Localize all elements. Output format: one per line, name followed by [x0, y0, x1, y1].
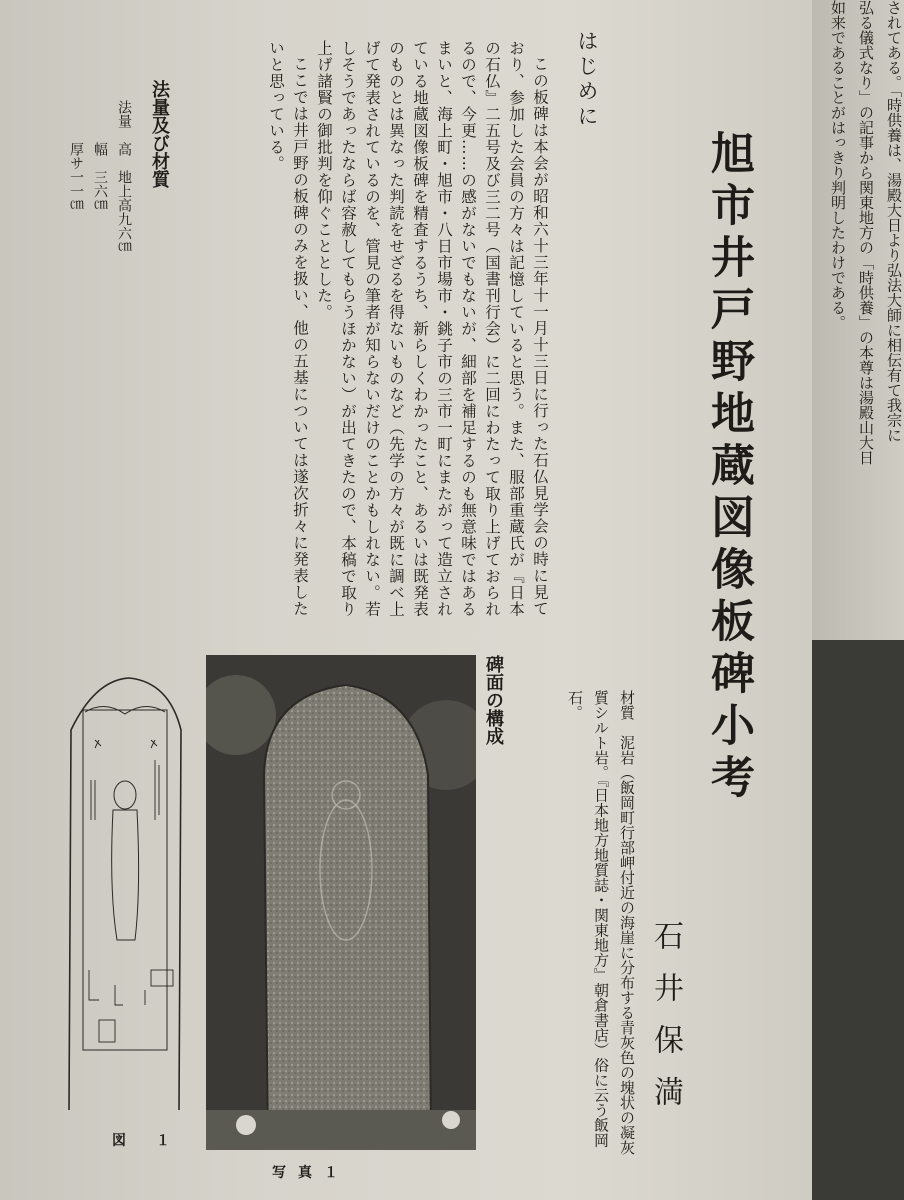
photo-caption: 写真１ [272, 1165, 350, 1181]
facing-line: されてある。「時供養は、湯殿大日より弘法大師に相伝有て我宗に [885, 0, 903, 443]
stele-photo [206, 655, 476, 1150]
stele-outline-drawing [55, 670, 195, 1115]
stele-line-drawing [55, 670, 195, 1115]
material-block [530, 690, 640, 1160]
dimensions-block [50, 100, 136, 360]
intro-paragraph: この板碑は本会が昭和六十三年十一月十三日に行った石仏見学会の時に見ており、参加した会員の方々は記憶していると思う。また、服部重蔵氏が『日本の石仏』二五号及び三二号（国書刊行会）に二回にわたって取り上げておられるので、今更……の感がないでもないが、細部を補足するのも無意味ではあるまいと、海上町・旭市・八日市場市・銚子市の三市一町にまたがって造立されている地蔵図像板碑を精査するうち、新らしくわかったこと、あるいは既発表のものとは異なった判読をせざるを得ないものなど（先学の方々が既に調べ上げて発表されているのを、管見の筆者が知らないだけのことかもしれない。若しそうであったならば容赦してもらうほかない）が出てきたので、本稿で取り上げ諸賢の御批判を仰ぐこととした。 [315, 40, 549, 618]
facing-line: 弘る儀式なり」の記事から関東地方の「時供養」の本尊は湯殿山大日 [857, 0, 875, 465]
intro-heading: はじめに [575, 30, 599, 130]
stele-photo-drawing [206, 655, 476, 1150]
intro-paragraph: ここでは井戸野の板碑のみを扱い、他の五基については遂次折々に発表したいと思っている。 [267, 40, 309, 617]
dimension-width: 幅 三六㎝ [92, 142, 108, 212]
author-name: 石井保満 [648, 920, 683, 1128]
material-text: 泥岩（飯岡町行部岬付近の海崖に分布する青灰色の塊状の凝灰質シルト岩。『日本地方地質誌・関東地方』朝倉書店）俗に云う飯岡石。 [566, 690, 636, 1155]
article-title: 旭市井戸野地蔵図像板碑小考 [703, 130, 754, 806]
dimension-height: 高 地上高九六㎝ [116, 142, 132, 254]
intro-body [216, 40, 552, 620]
material-label: 材質 [618, 690, 636, 720]
facing-page-text [812, 0, 904, 640]
dimensions-label: 法量 [116, 100, 132, 128]
dimension-thickness: 厚サ一一㎝ [68, 142, 84, 212]
dimensions-heading: 法量及び材質 [149, 80, 170, 188]
figure-caption: 図１ [112, 1133, 200, 1149]
facing-line: 如来であることがはっきり判明したわけである。 [829, 0, 847, 330]
facing-page [812, 0, 904, 640]
structure-heading: 碑面の構成 [483, 655, 504, 745]
